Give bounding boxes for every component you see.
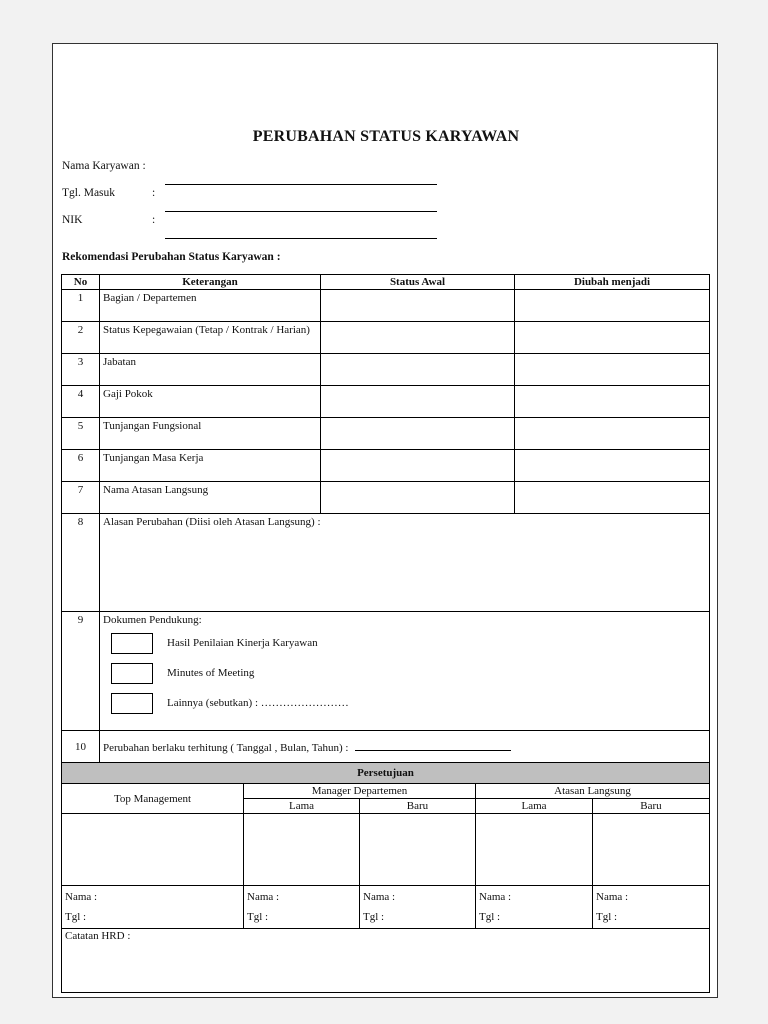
status-awal-cell[interactable]: [321, 290, 515, 322]
minutes-of-meeting-checkbox[interactable]: [111, 663, 153, 684]
form-page: [52, 43, 718, 998]
row-no: 5: [62, 418, 100, 450]
catatan-hrd-field[interactable]: Catatan HRD :: [62, 929, 710, 993]
row-no: 4: [62, 386, 100, 418]
row-no: 8: [62, 514, 100, 612]
option-label: Hasil Penilaian Kinerja Karyawan: [167, 637, 318, 649]
atasan-lama-header: Lama: [476, 799, 593, 814]
hasil-penilaian-checkbox[interactable]: [111, 633, 153, 654]
nama-field[interactable]: [165, 184, 437, 185]
atasan-baru-header: Baru: [593, 799, 710, 814]
top-management-header: Top Management: [62, 784, 244, 814]
manager-baru-header: Baru: [360, 799, 476, 814]
nama-tgl-cell[interactable]: [244, 886, 360, 929]
diubah-cell[interactable]: [515, 386, 710, 418]
option-label: Minutes of Meeting: [167, 667, 255, 679]
table-row: [62, 290, 710, 322]
form-title: PERUBAHAN STATUS KARYAWAN: [252, 128, 520, 145]
alasan-perubahan-field[interactable]: Alasan Perubahan (Diisi oleh Atasan Langsung) :: [100, 514, 710, 612]
table-row: [62, 354, 710, 386]
signature-atasan-lama[interactable]: [476, 814, 593, 886]
status-awal-cell[interactable]: [321, 386, 515, 418]
atasan-langsung-header: Atasan Langsung: [476, 784, 710, 799]
section-title: Rekomendasi Perubahan Status Karyawan :: [62, 251, 281, 263]
row-no: 6: [62, 450, 100, 482]
recommendation-table: [61, 274, 710, 763]
nama-label: Nama :: [596, 891, 629, 903]
berlaku-date-field[interactable]: [355, 740, 511, 751]
diubah-cell[interactable]: [515, 482, 710, 514]
nama-tgl-cell[interactable]: [360, 886, 476, 929]
signature-atasan-baru[interactable]: [593, 814, 710, 886]
row-no: 10: [62, 731, 100, 763]
status-awal-cell[interactable]: [321, 482, 515, 514]
tgl-label: Tgl :: [479, 911, 501, 923]
table-row: [62, 450, 710, 482]
table-row-alasan: [62, 514, 710, 612]
tgl-masuk-field[interactable]: [165, 211, 437, 212]
status-awal-cell[interactable]: [321, 354, 515, 386]
nama-tgl-cell[interactable]: [476, 886, 593, 929]
diubah-cell[interactable]: [515, 290, 710, 322]
tgl-label: Tgl :: [65, 911, 87, 923]
table-row: [62, 482, 710, 514]
nik-colon: :: [152, 214, 156, 226]
col-keterangan: Keterangan: [100, 275, 321, 290]
col-diubah-menjadi: Diubah menjadi: [515, 275, 710, 290]
tgl-label: Tgl :: [247, 911, 269, 923]
berlaku-cell: [100, 731, 710, 763]
col-no: No: [62, 275, 100, 290]
row-no: 7: [62, 482, 100, 514]
nama-label: Nama :: [65, 891, 98, 903]
nik-label: NIK: [62, 214, 83, 226]
signature-manager-lama[interactable]: [244, 814, 360, 886]
row-keterangan: Nama Atasan Langsung: [100, 482, 321, 514]
nama-tgl-cell[interactable]: [593, 886, 710, 929]
col-status-awal: Status Awal: [321, 275, 515, 290]
checkbox-option: [103, 688, 706, 718]
nama-tgl-cell[interactable]: [62, 886, 244, 929]
manager-departemen-header: Manager Departemen: [244, 784, 476, 799]
row-keterangan: Status Kepegawaian (Tetap / Kontrak / Harian): [100, 322, 321, 354]
berlaku-label: Perubahan berlaku terhitung ( Tanggal , Bulan, Tahun) :: [103, 741, 349, 754]
row-keterangan: Tunjangan Masa Kerja: [100, 450, 321, 482]
row-no: 2: [62, 322, 100, 354]
row-no: 1: [62, 290, 100, 322]
status-awal-cell[interactable]: [321, 418, 515, 450]
option-label: Lainnya (sebutkan) : ……………………: [167, 697, 349, 709]
table-row-berlaku: [62, 731, 710, 763]
checkbox-option: [103, 628, 706, 658]
lainnya-checkbox[interactable]: [111, 693, 153, 714]
diubah-cell[interactable]: [515, 418, 710, 450]
row-keterangan: Bagian / Departemen: [100, 290, 321, 322]
diubah-cell[interactable]: [515, 354, 710, 386]
tgl-masuk-colon: :: [152, 187, 156, 199]
checkbox-option: [103, 658, 706, 688]
status-awal-cell[interactable]: [321, 322, 515, 354]
table-row: [62, 322, 710, 354]
diubah-cell[interactable]: [515, 322, 710, 354]
manager-lama-header: Lama: [244, 799, 360, 814]
nik-field[interactable]: [165, 238, 437, 239]
nama-label: Nama :: [479, 891, 512, 903]
nama-label: Nama Karyawan :: [62, 160, 146, 172]
signature-top-management[interactable]: [62, 814, 244, 886]
row-keterangan: Jabatan: [100, 354, 321, 386]
dokumen-pendukung-label: Dokumen Pendukung:: [103, 614, 202, 626]
status-awal-cell[interactable]: [321, 450, 515, 482]
table-row: [62, 386, 710, 418]
tgl-label: Tgl :: [363, 911, 385, 923]
table-row: [62, 418, 710, 450]
nama-label: Nama :: [363, 891, 396, 903]
row-keterangan: Tunjangan Fungsional: [100, 418, 321, 450]
dokumen-pendukung-cell: [100, 612, 710, 731]
persetujuan-header: Persetujuan: [62, 763, 710, 784]
approval-table: [61, 762, 710, 993]
table-header-row: [62, 275, 710, 290]
tgl-label: Tgl :: [596, 911, 618, 923]
row-keterangan: Gaji Pokok: [100, 386, 321, 418]
tgl-masuk-label: Tgl. Masuk: [62, 187, 116, 199]
row-no: 9: [62, 612, 100, 731]
table-row-dokumen: [62, 612, 710, 731]
row-no: 3: [62, 354, 100, 386]
diubah-cell[interactable]: [515, 450, 710, 482]
nama-label: Nama :: [247, 891, 280, 903]
signature-manager-baru[interactable]: [360, 814, 476, 886]
